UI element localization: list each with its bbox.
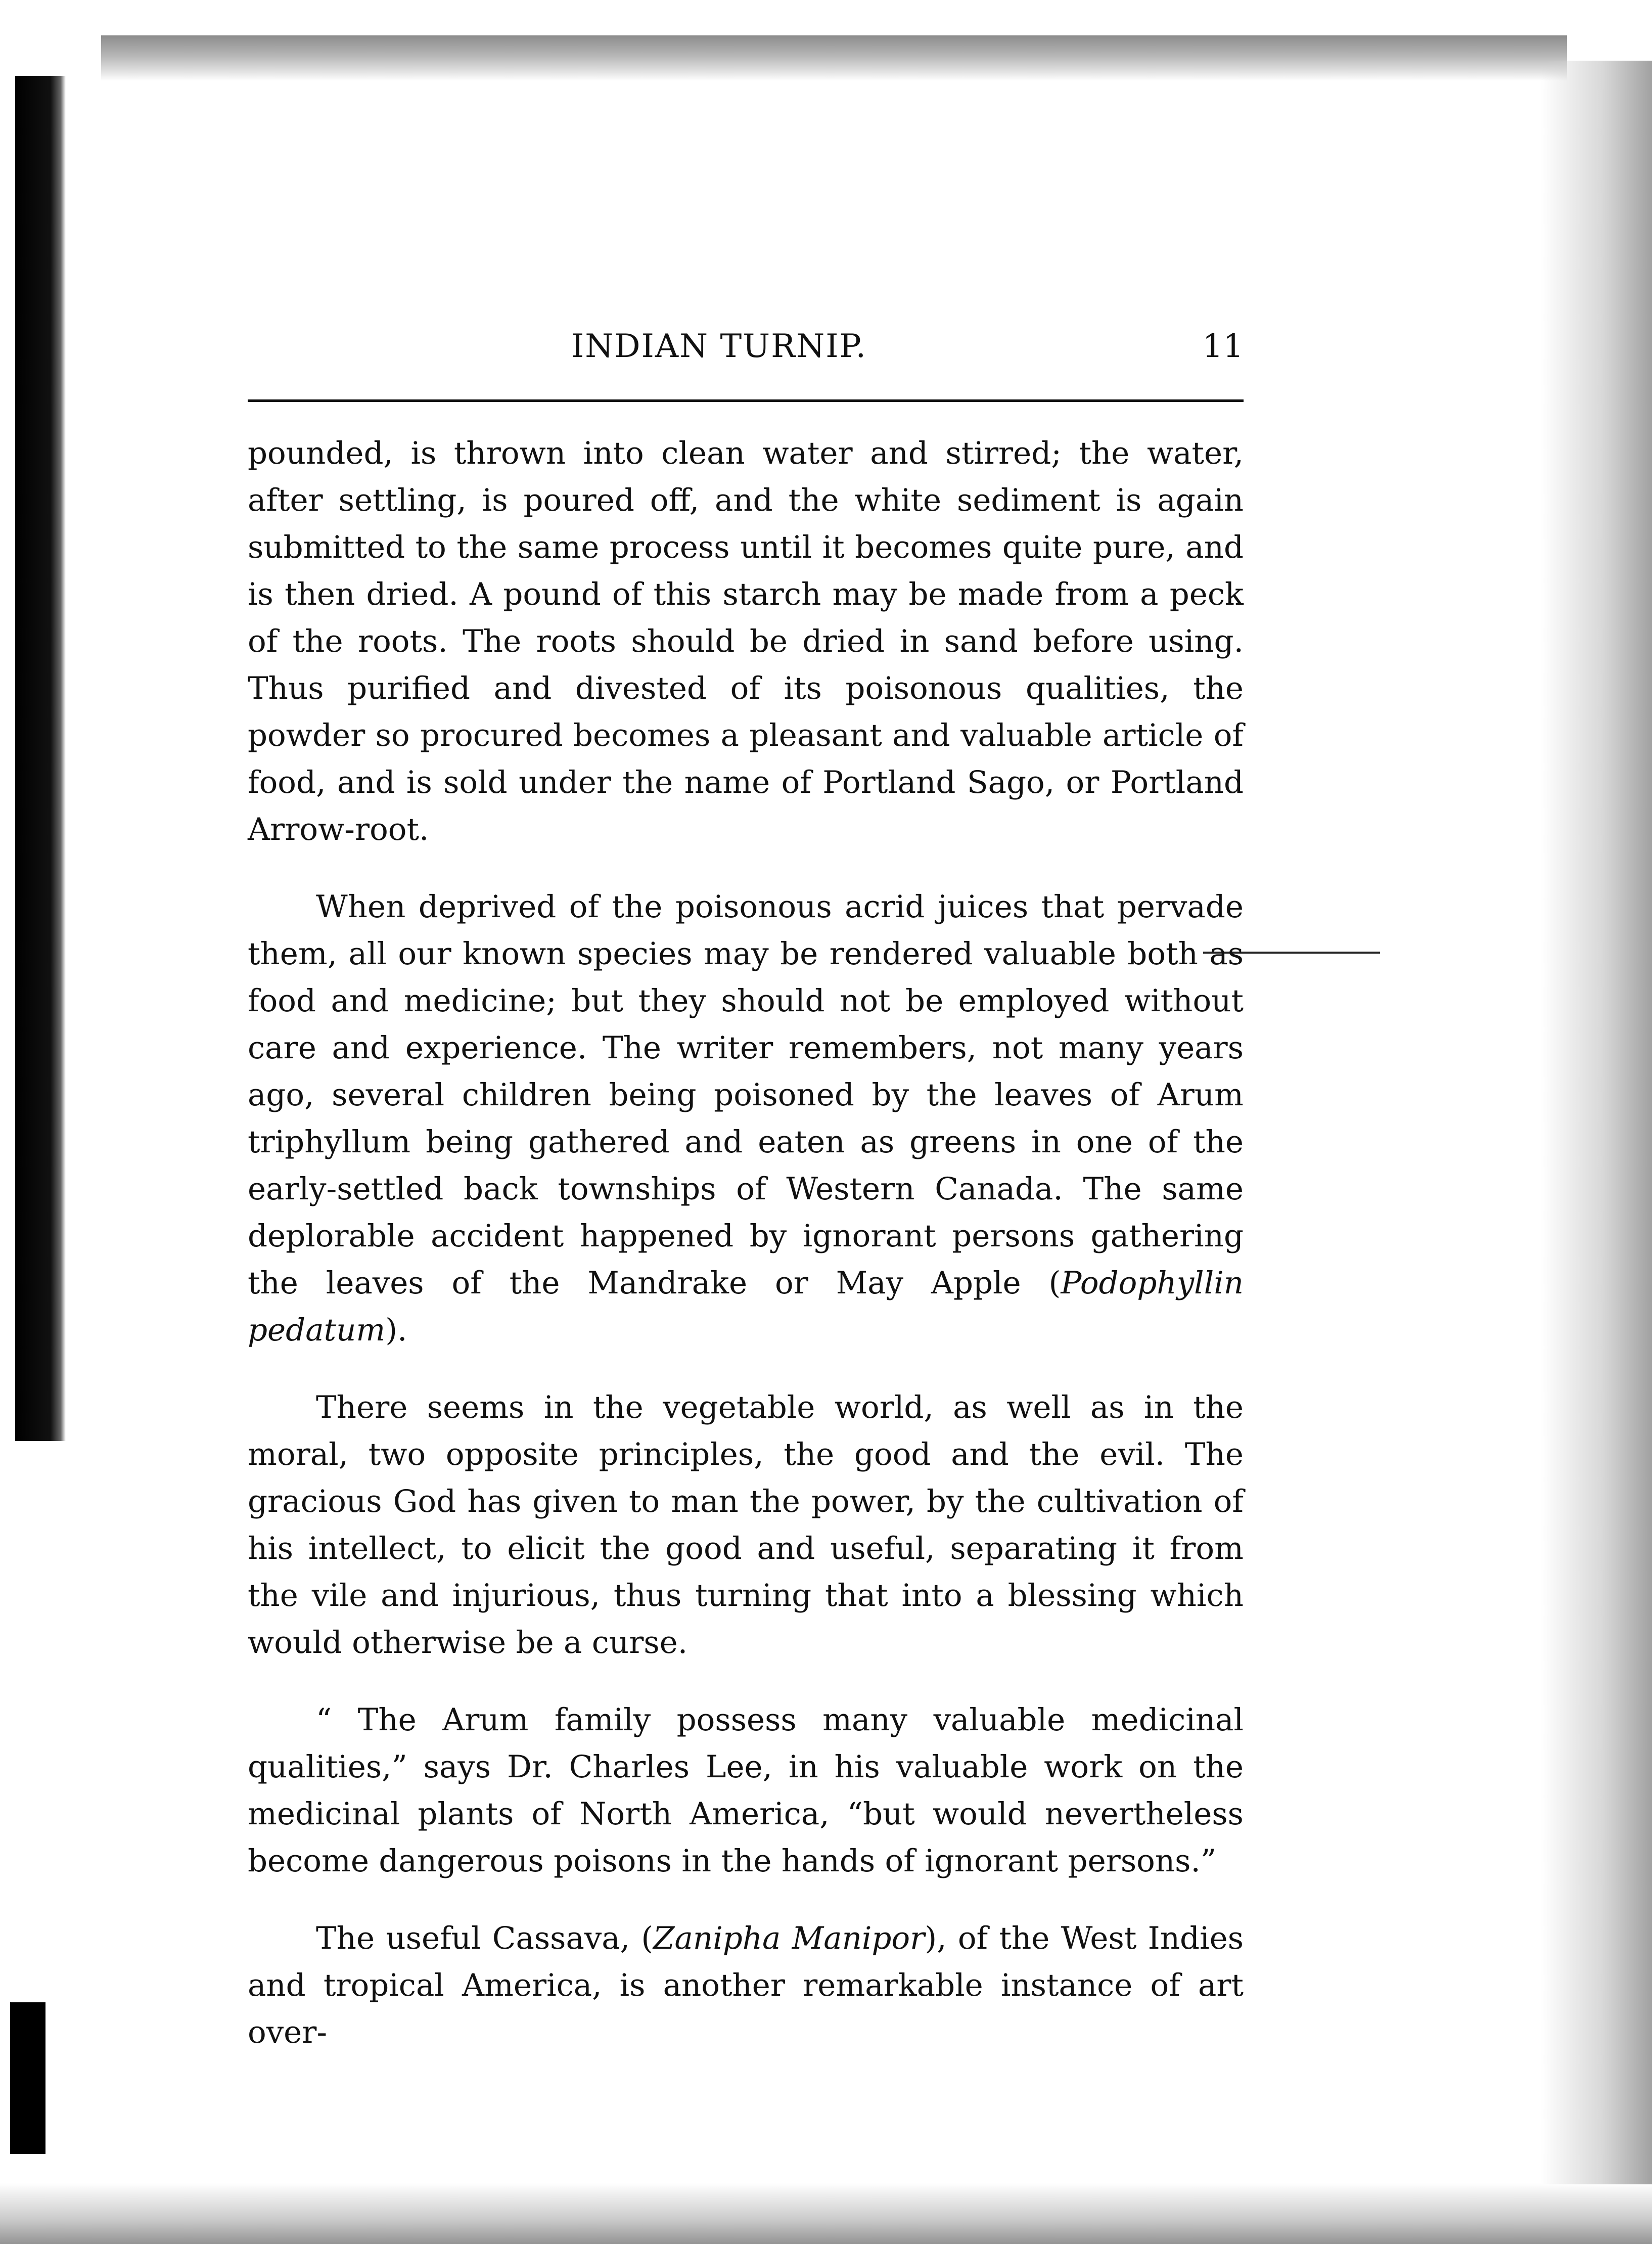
paragraph-1 bbox=[248, 430, 1244, 853]
paragraph-2 bbox=[248, 883, 1244, 1354]
running-title: INDIAN TURNIP. bbox=[571, 328, 867, 365]
paragraph-2-text-a: When deprived of the poisonous acrid juices that pervade them, all our known species may be rendered valuable both as food and medicine; but they should not be employed without care and experience. The writer remembers, not many years ago, several children being poisoned by the leaves of Arum triphyllum being gathered and eaten as greens in one of the early-settled back townships of Western Canada. The same deplorable accident happened by ignorant persons gathering the leaves of the Mandrake or May Apple ( bbox=[248, 889, 1244, 1301]
paragraph-3 bbox=[248, 1384, 1244, 1666]
paragraph-3-text: There seems in the vegetable world, as well as in the moral, two opposite principles, the good and the evil. The gracious God has given to man the power, by the cultivation of his intellect, to elicit the good and useful, separating it from the vile and injurious, thus turning that into a blessing which would otherwise be a curse. bbox=[248, 1389, 1244, 1660]
scan-shadow-left-bottom bbox=[10, 2002, 45, 2154]
running-head bbox=[248, 324, 1244, 379]
paragraph-5-text-a: The useful Cassava, ( bbox=[316, 1920, 654, 1956]
scan-shadow-right bbox=[1541, 61, 1652, 2184]
paragraph-2-text-b: ). bbox=[385, 1312, 407, 1348]
paragraph-5-botanical-name: Zanipha Manipor bbox=[653, 1920, 925, 1956]
paragraph-1-text: pounded, is thrown into clean water and stirred; the water, after settling, is poured off, and the white sediment is again submitted to the same process until it becomes quite pure, and is then dried. A pound of this starch may be made from a peck of the roots. The roots should be dried in sand before using. Thus purified and divested of its poisonous qualities, the powder so procured becomes a pleasant and valuable article of food, and is sold under the name of Portland Sago, or Portland Arrow-root. bbox=[248, 435, 1244, 847]
body-text bbox=[248, 430, 1244, 2056]
paragraph-2-botanical-name: Podophyllin pedatum bbox=[248, 1265, 1244, 1348]
paragraph-4 bbox=[248, 1696, 1244, 1884]
header-rule bbox=[248, 399, 1244, 402]
paragraph-5 bbox=[248, 1915, 1244, 2056]
paragraph-4-text: “ The Arum family possess many valuable medicinal qualities,” says Dr. Charles Lee, in his valuable work on the medicinal plants of North America, “but would nevertheless become dangerous poisons in the hands of ignorant persons.” bbox=[248, 1702, 1244, 1879]
scan-shadow-bottom bbox=[0, 2183, 1652, 2244]
paragraph-5-text-b: ), of the West Indies and tropical America, is another remarkable instance of art over- bbox=[248, 1920, 1244, 2050]
scan-shadow-left bbox=[15, 76, 66, 1441]
scan-shadow-top bbox=[101, 35, 1567, 81]
page-number: 11 bbox=[1202, 328, 1244, 365]
